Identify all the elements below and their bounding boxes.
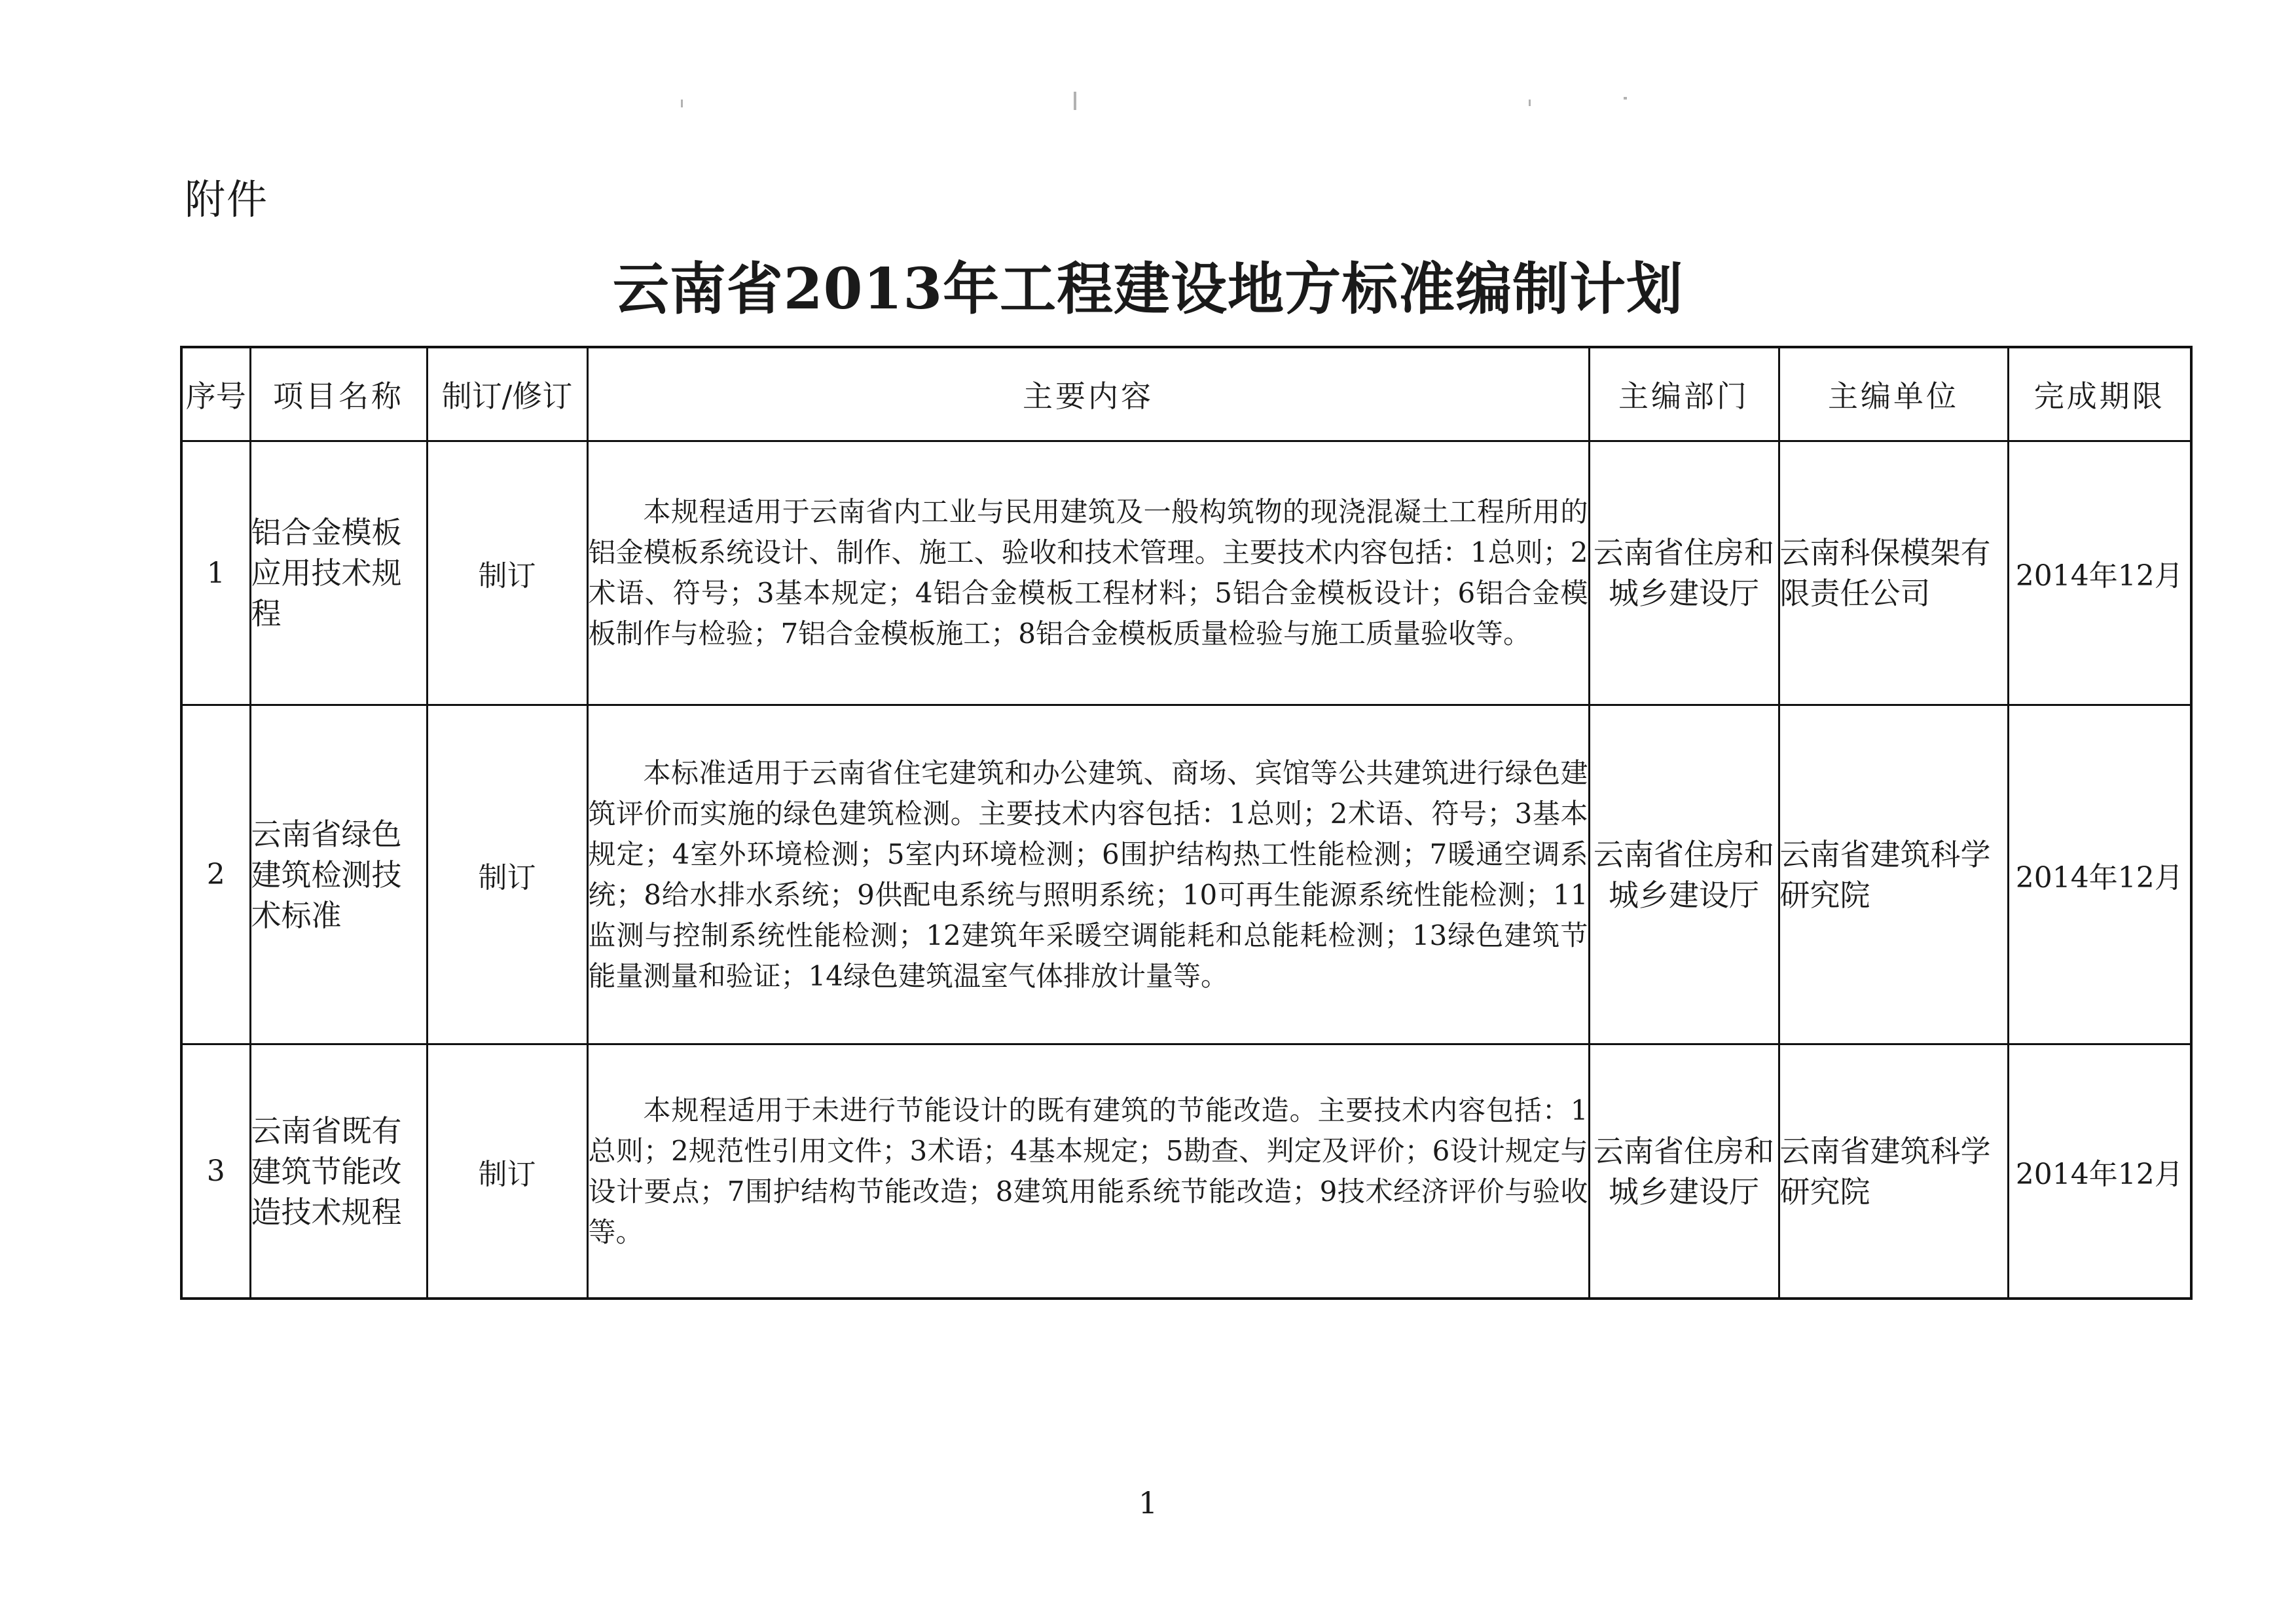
standards-plan-table — [180, 346, 2193, 1300]
revision-type: 制订 — [427, 1044, 587, 1299]
deadline: 2014年12月 — [2008, 441, 2191, 705]
document-title: 云南省2013年工程建设地方标准编制计划 — [612, 256, 1684, 322]
editor-department: 云南省住房和城乡建设厅 — [1589, 441, 1779, 705]
table-header-row — [181, 347, 2191, 441]
editor-department: 云南省住房和城乡建设厅 — [1589, 705, 1779, 1044]
deadline: 2014年12月 — [2008, 705, 2191, 1044]
header-no: 序号 — [181, 347, 250, 441]
header-name: 项目名称 — [250, 347, 427, 441]
header-type: 制订/修订 — [427, 347, 587, 441]
header-unit: 主编单位 — [1779, 347, 2008, 441]
revision-type: 制订 — [427, 441, 587, 705]
main-content-cell — [587, 1044, 1589, 1299]
page-number: 1 — [1138, 1485, 1158, 1521]
table-row — [181, 441, 2191, 705]
main-content: 本规程适用于未进行节能设计的既有建筑的节能改造。主要技术内容包括：1总则；2规范性引用文件；3术语；4基本规定；5勘查、判定及评价；6设计规定与设计要点；7围护结构节能改造；8建筑用能系统节能改造；9技术经济评价与验收等。 — [588, 1094, 1588, 1248]
header-deadline: 完成期限 — [2008, 347, 2191, 441]
deadline: 2014年12月 — [2008, 1044, 2191, 1299]
table-row — [181, 1044, 2191, 1299]
scan-speck — [1074, 92, 1076, 110]
project-name: 铝合金模板应用技术规程 — [250, 441, 427, 705]
editor-department: 云南省住房和城乡建设厅 — [1589, 1044, 1779, 1299]
row-number: 1 — [181, 441, 250, 705]
project-name: 云南省绿色建筑检测技术标准 — [250, 705, 427, 1044]
row-number: 2 — [181, 705, 250, 1044]
table-row — [181, 705, 2191, 1044]
main-content: 本规程适用于云南省内工业与民用建筑及一般构筑物的现浇混凝土工程所用的铝金模板系统设计、制作、施工、验收和技术管理。主要技术内容包括：1总则；2术语、符号；3基本规定；4铝合金模板工程材料；5铝合金模板设计；6铝合金模板制作与检验；7铝合金模板施工；8铝合金模板质量检验与施工质量验收等。 — [588, 496, 1588, 650]
revision-type: 制订 — [427, 705, 587, 1044]
main-content-cell — [587, 441, 1589, 705]
scan-speck — [1529, 100, 1531, 106]
editor-unit: 云南省建筑科学研究院 — [1779, 705, 2008, 1044]
main-content-cell — [587, 705, 1589, 1044]
row-number: 3 — [181, 1044, 250, 1299]
editor-unit: 云南科保模架有限责任公司 — [1779, 441, 2008, 705]
editor-unit: 云南省建筑科学研究院 — [1779, 1044, 2008, 1299]
scan-speck — [681, 100, 683, 107]
header-content: 主要内容 — [587, 347, 1589, 441]
attachment-label: 附件 — [185, 175, 269, 223]
project-name: 云南省既有建筑节能改造技术规程 — [250, 1044, 427, 1299]
main-content: 本标准适用于云南省住宅建筑和办公建筑、商场、宾馆等公共建筑进行绿色建筑评价而实施的绿色建筑检测。主要技术内容包括：1总则；2术语、符号；3基本规定；4室外环境检测；5室内环境检测；6围护结构热工性能检测；7暖通空调系统；8给水排水系统；9供配电系统与照明系统；10可再生能源系统性能检测；11监测与控制系统性能检测；12建筑年采暖空调能耗和总能耗检测；13绿色建筑节能量测量和验证；14绿色建筑温室气体排放计量等。 — [588, 756, 1588, 992]
header-dept: 主编部门 — [1589, 347, 1779, 441]
scan-speck — [1624, 97, 1627, 100]
